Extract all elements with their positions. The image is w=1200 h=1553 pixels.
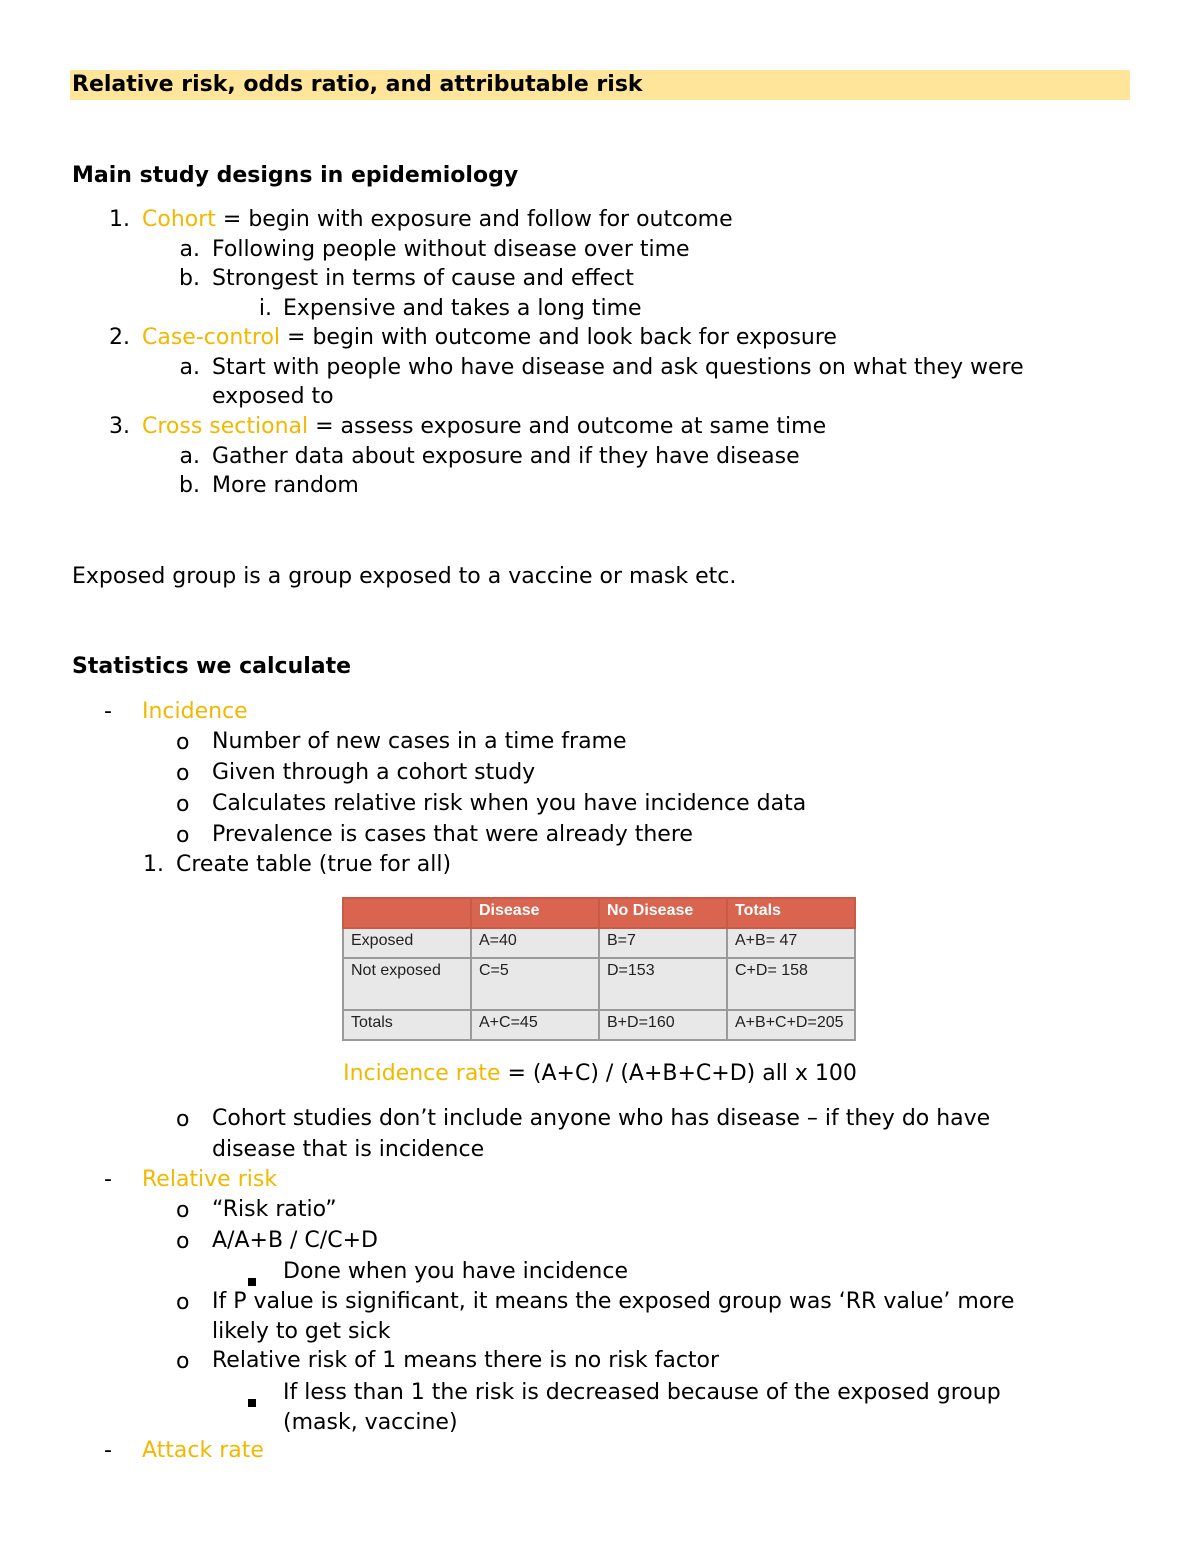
- list-item: Create table (true for all): [176, 852, 452, 877]
- table-cell: A+B+C+D=205: [727, 1010, 855, 1040]
- circle-bullet: o: [176, 823, 190, 848]
- list-item: Expensive and takes a long time: [283, 296, 642, 321]
- list-item-continuation: likely to get sick: [212, 1319, 391, 1344]
- section-heading-statistics: Statistics we calculate: [72, 654, 352, 679]
- list-item: Number of new cases in a time frame: [212, 729, 627, 754]
- exposed-group-note: Exposed group is a group exposed to a vaccine or mask etc.: [72, 564, 737, 589]
- list-number: 1.: [143, 852, 164, 877]
- list-item: Calculates relative risk when you have incidence data: [212, 791, 807, 816]
- list-letter: a.: [179, 444, 200, 469]
- circle-bullet: o: [176, 1107, 190, 1132]
- circle-bullet: o: [176, 761, 190, 786]
- term-incidence: Incidence: [142, 699, 248, 724]
- term-cross-sectional: Cross sectional: [142, 414, 309, 439]
- list-item: Given through a cohort study: [212, 760, 536, 785]
- list-item-cross-sectional: Cross sectional = assess exposure and outcome at same time: [142, 414, 827, 439]
- list-item-case-control: Case-control = begin with outcome and look back for exposure: [142, 325, 837, 350]
- section-heading-study-designs: Main study designs in epidemiology: [72, 163, 519, 188]
- square-bullet-icon: [248, 1388, 256, 1413]
- table-header-cell: No Disease: [599, 898, 727, 928]
- list-item: Strongest in terms of cause and effect: [212, 266, 634, 291]
- term-case-control: Case-control: [142, 325, 281, 350]
- list-item: Relative risk of 1 means there is no risk factor: [212, 1348, 720, 1373]
- dash-bullet: -: [104, 1167, 112, 1192]
- table-header-cell: Disease: [471, 898, 599, 928]
- list-roman: i.: [258, 296, 272, 321]
- list-item: More random: [212, 473, 359, 498]
- list-item: Prevalence is cases that were already there: [212, 822, 693, 847]
- list-item-cohort: Cohort = begin with exposure and follow for outcome: [142, 207, 733, 232]
- list-item-continuation: exposed to: [212, 384, 334, 409]
- table-cell: B+D=160: [599, 1010, 727, 1040]
- table-row: [343, 958, 855, 1010]
- list-letter: a.: [179, 355, 200, 380]
- table-header-cell: [343, 898, 471, 928]
- table-row: [343, 1010, 855, 1040]
- incidence-table: [342, 897, 856, 1041]
- table-header-cell: Totals: [727, 898, 855, 928]
- list-item: Start with people who have disease and ask questions on what they were: [212, 355, 1024, 380]
- table-cell: A=40: [471, 928, 599, 958]
- table-cell: A+B= 47: [727, 928, 855, 958]
- dash-bullet: -: [104, 699, 112, 724]
- list-number: 3.: [109, 414, 130, 439]
- dash-bullet: -: [104, 1438, 112, 1463]
- list-letter: b.: [179, 473, 200, 498]
- table-cell: Not exposed: [343, 958, 471, 1010]
- list-item: Cohort studies don’t include anyone who has disease – if they do have: [212, 1106, 991, 1131]
- table-cell: C=5: [471, 958, 599, 1010]
- table-cell: C+D= 158: [727, 958, 855, 1010]
- term-relative-risk: Relative risk: [142, 1167, 278, 1192]
- term-incidence-rate: Incidence rate: [343, 1061, 501, 1086]
- list-item: Following people without disease over time: [212, 237, 690, 262]
- table-cell: A+C=45: [471, 1010, 599, 1040]
- circle-bullet: o: [176, 1229, 190, 1254]
- list-item: Done when you have incidence: [283, 1259, 629, 1284]
- circle-bullet: o: [176, 1290, 190, 1315]
- term-cohort: Cohort: [142, 207, 216, 232]
- list-number: 1.: [109, 207, 130, 232]
- circle-bullet: o: [176, 1349, 190, 1374]
- list-item-continuation: (mask, vaccine): [283, 1410, 458, 1435]
- list-item: “Risk ratio”: [212, 1197, 337, 1222]
- list-item-continuation: disease that is incidence: [212, 1137, 485, 1162]
- list-letter: a.: [179, 237, 200, 262]
- page-title: Relative risk, odds ratio, and attributable risk: [72, 72, 643, 97]
- table-header-row: [343, 898, 855, 928]
- table-cell: D=153: [599, 958, 727, 1010]
- circle-bullet: o: [176, 792, 190, 817]
- incidence-formula: Incidence rate = (A+C) / (A+B+C+D) all x 100: [343, 1061, 857, 1086]
- table-cell: Exposed: [343, 928, 471, 958]
- circle-bullet: o: [176, 1198, 190, 1223]
- list-item: If less than 1 the risk is decreased because of the exposed group: [283, 1380, 1001, 1405]
- list-item: A/A+B / C/C+D: [212, 1228, 378, 1253]
- table-row: [343, 928, 855, 958]
- list-item: If P value is significant, it means the exposed group was ‘RR value’ more: [212, 1289, 1015, 1314]
- list-number: 2.: [109, 325, 130, 350]
- list-letter: b.: [179, 266, 200, 291]
- table-cell: B=7: [599, 928, 727, 958]
- list-item: Gather data about exposure and if they have disease: [212, 444, 800, 469]
- term-attack-rate: Attack rate: [142, 1438, 264, 1463]
- table-cell: Totals: [343, 1010, 471, 1040]
- circle-bullet: o: [176, 730, 190, 755]
